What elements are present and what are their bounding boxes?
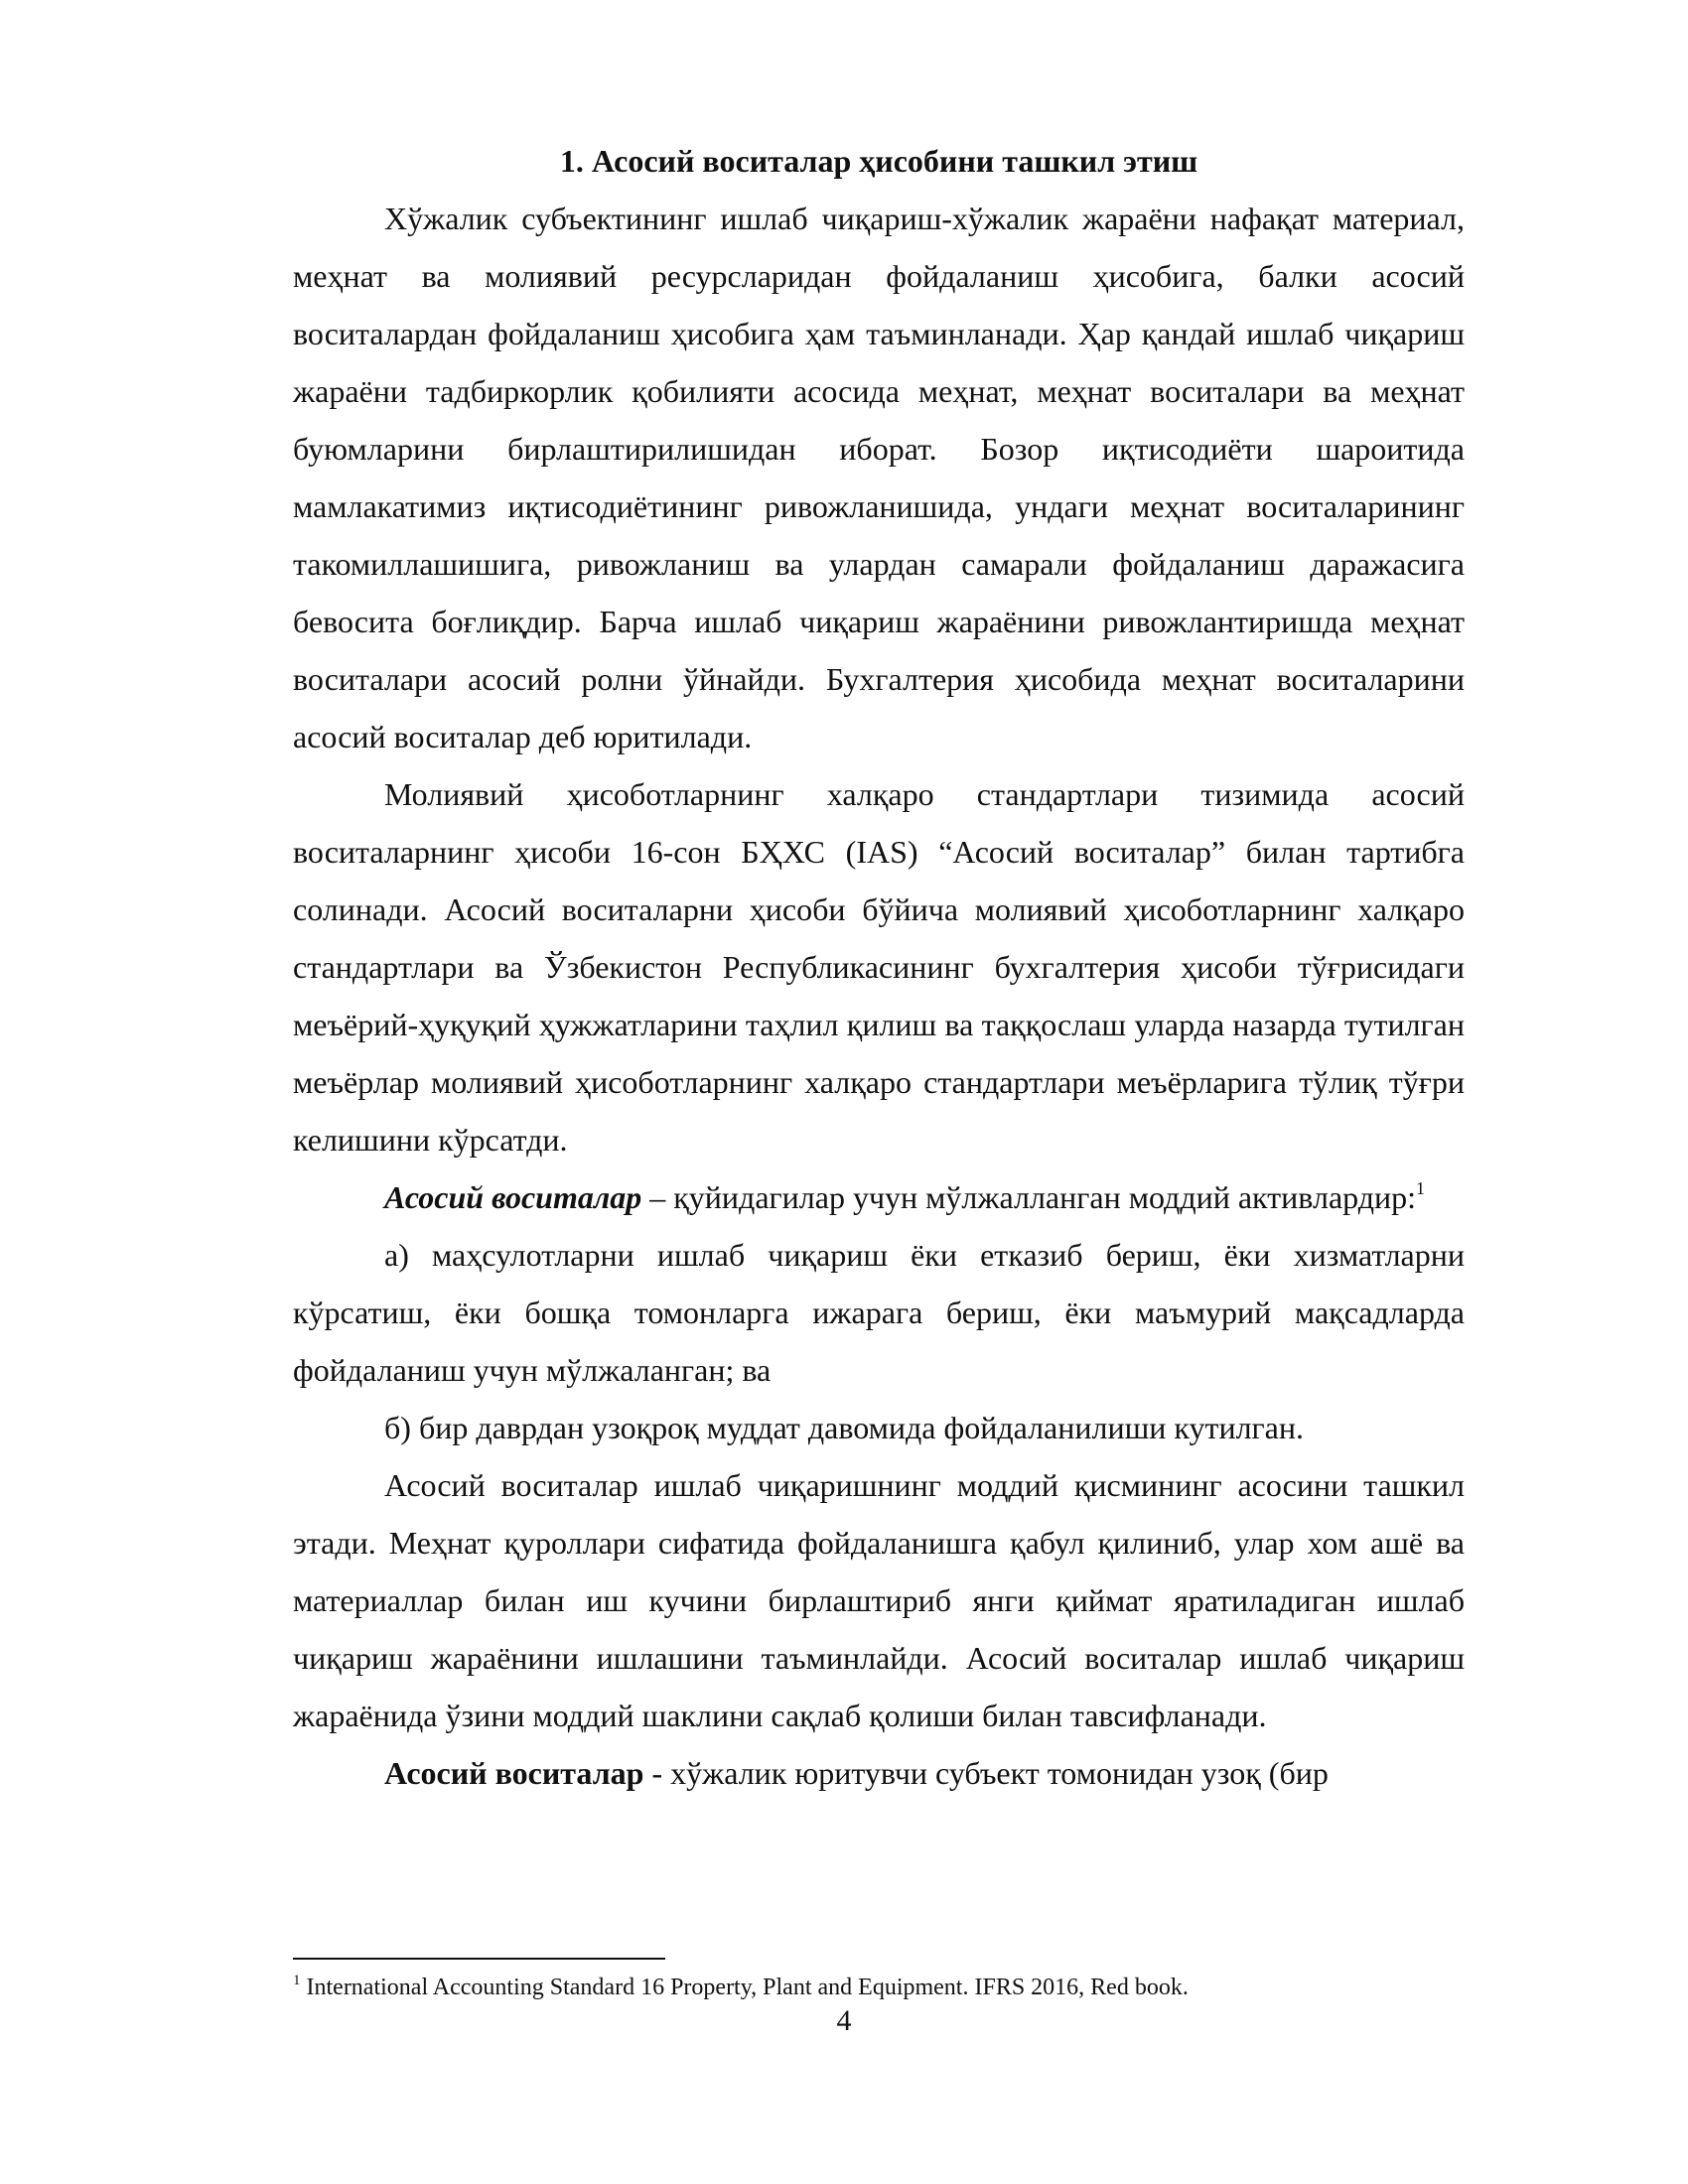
definition-text: – қуйидагилар учун мўлжалланган моддий активлардир: xyxy=(641,1178,1417,1215)
list-item-b: б) бир даврдан узоқроқ муддат давомида фойдаланилиши кутилган. xyxy=(384,1409,1304,1445)
footnote-number: 1 xyxy=(293,1973,301,1988)
footnote xyxy=(293,1972,1465,2003)
document-page xyxy=(293,139,1465,1802)
paragraph-material-basis: Асосий воситалар ишлаб чиқаришнинг моддий қисмининг асосини ташкил этади. Меҳнат қуроллари сифатида фойдаланишга қабул қилиниб, улар хом ашё ва материаллар билан иш кучини бирлаштириб янги қиймат яратиладиган ишлаб чиқариш жараёнини ишлашини таъминлайди. Асосий воситалар ишлаб чиқариш жараёнида ўзини моддий шаклини сақлаб қолиши билан тавсифланади. xyxy=(293,1466,1465,1733)
footnote-divider xyxy=(293,1958,665,1960)
defined-term: Асосий воситалар xyxy=(384,1178,642,1215)
paragraph-definition-2 xyxy=(293,1744,1465,1802)
definition-text-2: - хўжалик юритувчи субъект томонидан узоқ (бир xyxy=(643,1754,1329,1791)
paragraph-ifrs: Молиявий ҳисоботларнинг халқаро стандартлари тизимида асосий воситаларнинг ҳисоби 16-сон БҲХС (IAS) “Асосий воситалар” билан тартибга солинади. Асосий воситаларни ҳисоби бўйича молиявий ҳисоботларнинг халқаро стандартлари ва Ўзбекистон Республикасининг бухгалтерия ҳисоби тўғрисидаги меъёрий-ҳуқуқий ҳужжатларини таҳлил қилиш ва таққослаш уларда назарда тутилган меъёрлар молиявий ҳисоботларнинг халқаро стандартлари меъёрларига тўлиқ тўғри келишини кўрсатди. xyxy=(293,775,1465,1158)
section-heading: 1. Асосий воситалар ҳисобини ташкил этиш xyxy=(559,143,1198,179)
defined-term-bold: Асосий воситалар xyxy=(384,1754,644,1791)
paragraph-definition xyxy=(293,1168,1465,1226)
paragraph-intro: Хўжалик субъектининг ишлаб чиқариш-хўжалик жараёни нафақат материал, меҳнат ва молиявий ресурсларидан фойдаланиш ҳисобига, балки асосий воситалардан фойдаланиш ҳисобига ҳам таъминланади. Ҳар қандай ишлаб чиқариш жараёни тадбиркорлик қобилияти асосида меҳнат, меҳнат воситалари ва меҳнат буюмларини бирлаштирилишидан иборат. Бозор иқтисодиёти шароитида мамлакатимиз иқтисодиётининг ривожланишида, ундаги меҳнат воситаларининг такомиллашишига, ривожланиш ва улардан самарали фойдаланиш даражасига бевосита боғлиқдир. Барча ишлаб чиқариш жараёнини ривожлантиришда меҳнат воситалари асосий ролни ўйнайди. Бухгалтерия ҳисобида меҳнат воситаларини асосий воситалар деб юритилади. xyxy=(293,200,1465,754)
footnote-text: International Accounting Standard 16 Property, Plant and Equipment. IFRS 2016, Red book. xyxy=(300,1975,1189,2000)
list-item-a: а) маҳсулотларни ишлаб чиқариш ёки етказиб бериш, ёки хизматларни кўрсатиш, ёки бошқа томонларга ижарага бериш, ёки маъмурий мақсадларда фойдаланиш учун мўлжаланган; ва xyxy=(293,1236,1465,1388)
footnote-reference[interactable]: 1 xyxy=(1416,1177,1426,1198)
page-number: 4 xyxy=(836,2004,852,2037)
